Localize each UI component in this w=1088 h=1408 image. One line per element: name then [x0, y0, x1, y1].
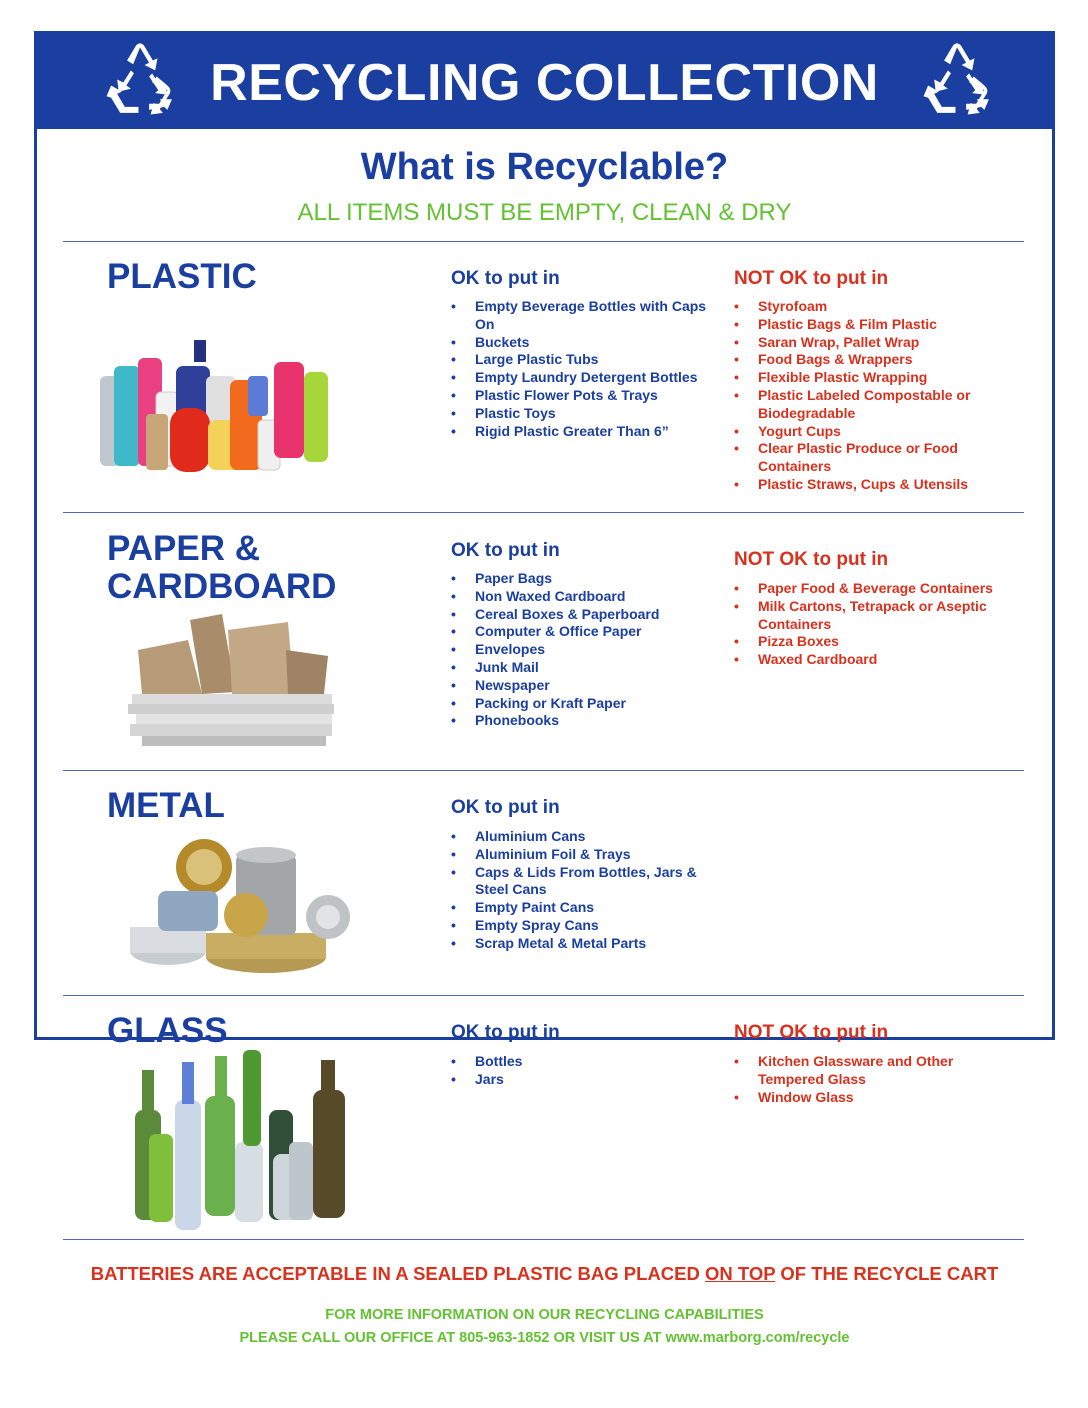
ok-heading: OK to put in [451, 1022, 560, 1043]
ok-list [451, 298, 711, 440]
section-metal [63, 787, 1024, 992]
list-item: • Paper Food & Beverage Containers [734, 580, 1004, 598]
list-item: • Bottles [451, 1053, 711, 1071]
list-item: • Rigid Plastic Greater Than 6” [451, 423, 711, 441]
list-item: • Non Waxed Cardboard [451, 588, 711, 606]
not-ok-list [734, 580, 1004, 669]
list-item: • Plastic Flower Pots & Trays [451, 387, 711, 405]
banner-title: RECYCLING COLLECTION [210, 54, 879, 112]
list-item: • Pizza Boxes [734, 633, 1004, 651]
list-item: • Styrofoam [734, 298, 994, 316]
list-item: • Newspaper [451, 677, 711, 695]
list-item: • Computer & Office Paper [451, 623, 711, 641]
divider [63, 512, 1024, 513]
ok-heading: OK to put in [451, 268, 560, 289]
list-item: • Packing or Kraft Paper [451, 695, 711, 713]
ok-heading: OK to put in [451, 540, 560, 561]
list-item: • Jars [451, 1071, 711, 1089]
not-ok-list [734, 1053, 964, 1106]
section-title: PLASTIC [107, 257, 257, 296]
list-item: • Empty Laundry Detergent Bottles [451, 369, 711, 387]
divider [63, 995, 1024, 996]
section-title-line: PAPER & [107, 529, 260, 568]
list-item: • Yogurt Cups [734, 423, 994, 441]
not-ok-heading: NOT OK to put in [734, 268, 889, 289]
list-item: • Paper Bags [451, 570, 711, 588]
section-title: METAL [107, 786, 225, 825]
list-item: • Food Bags & Wrappers [734, 351, 994, 369]
list-item: • Plastic Bags & Film Plastic [734, 316, 994, 334]
list-item: • Plastic Labeled Compostable or Biodegradable [734, 387, 994, 423]
batteries-text: BATTERIES ARE ACCEPTABLE IN A SEALED PLASTIC BAG PLACED [90, 1263, 705, 1284]
list-item: • Kitchen Glassware and Other Tempered Glass [734, 1053, 964, 1089]
list-item: • Aluminium Foil & Trays [451, 846, 711, 864]
ok-list [451, 1053, 711, 1089]
list-item: • Empty Spray Cans [451, 917, 711, 935]
batteries-emphasis: ON TOP [705, 1263, 776, 1284]
list-item: • Plastic Straws, Cups & Utensils [734, 476, 994, 494]
paper-cardboard-illustration [118, 610, 343, 750]
list-item: • Flexible Plastic Wrapping [734, 369, 994, 387]
list-item: • Plastic Toys [451, 405, 711, 423]
glass-bottles-illustration [133, 1050, 358, 1235]
ok-heading: OK to put in [451, 797, 560, 818]
not-ok-heading: NOT OK to put in [734, 1022, 889, 1043]
page-subtitle: ALL ITEMS MUST BE EMPTY, CLEAN & DRY [297, 199, 792, 226]
divider [63, 241, 1024, 242]
metal-cans-illustration [128, 837, 358, 977]
list-item: • Saran Wrap, Pallet Wrap [734, 334, 994, 352]
list-item: • Waxed Cardboard [734, 651, 1004, 669]
section-plastic [63, 258, 1024, 508]
ok-list [451, 828, 711, 953]
list-item: • Empty Beverage Bottles with Caps On [451, 298, 711, 334]
list-item: • Window Glass [734, 1089, 964, 1107]
not-ok-heading: NOT OK to put in [734, 549, 889, 570]
list-item: • Caps & Lids From Bottles, Jars & Steel Cans [451, 864, 711, 900]
list-item: • Phonebooks [451, 712, 711, 730]
list-item: • Empty Paint Cans [451, 899, 711, 917]
list-item: • Aluminium Cans [451, 828, 711, 846]
info-line: FOR MORE INFORMATION ON OUR RECYCLING CAPABILITIES [325, 1307, 764, 1323]
section-paper-cardboard [63, 530, 1024, 765]
list-item: • Envelopes [451, 641, 711, 659]
divider [63, 770, 1024, 771]
page-title: What is Recyclable? [360, 146, 729, 188]
list-item: • Milk Cartons, Tetrapack or Aseptic Containers [734, 598, 1004, 634]
divider [63, 1239, 1024, 1240]
plastic-containers-illustration [98, 336, 338, 476]
list-item: • Junk Mail [451, 659, 711, 677]
section-glass [63, 1012, 1024, 1237]
list-item: • Large Plastic Tubs [451, 351, 711, 369]
section-title [107, 530, 336, 606]
batteries-text: OF THE RECYCLE CART [775, 1263, 999, 1284]
list-item: • Buckets [451, 334, 711, 352]
list-item: • Scrap Metal & Metal Parts [451, 935, 711, 953]
section-title: GLASS [107, 1011, 228, 1050]
not-ok-list [734, 298, 994, 494]
list-item: • Cereal Boxes & Paperboard [451, 606, 711, 624]
section-title-line: CARDBOARD [107, 567, 337, 606]
ok-list [451, 570, 711, 730]
header-banner [34, 31, 1055, 129]
recycle-icon [919, 43, 995, 119]
list-item: • Clear Plastic Produce or Food Containers [734, 440, 994, 476]
batteries-notice [34, 1263, 1055, 1285]
contact-line: PLEASE CALL OUR OFFICE AT 805-963-1852 OR VISIT US AT www.marborg.com/recycle [239, 1330, 850, 1346]
